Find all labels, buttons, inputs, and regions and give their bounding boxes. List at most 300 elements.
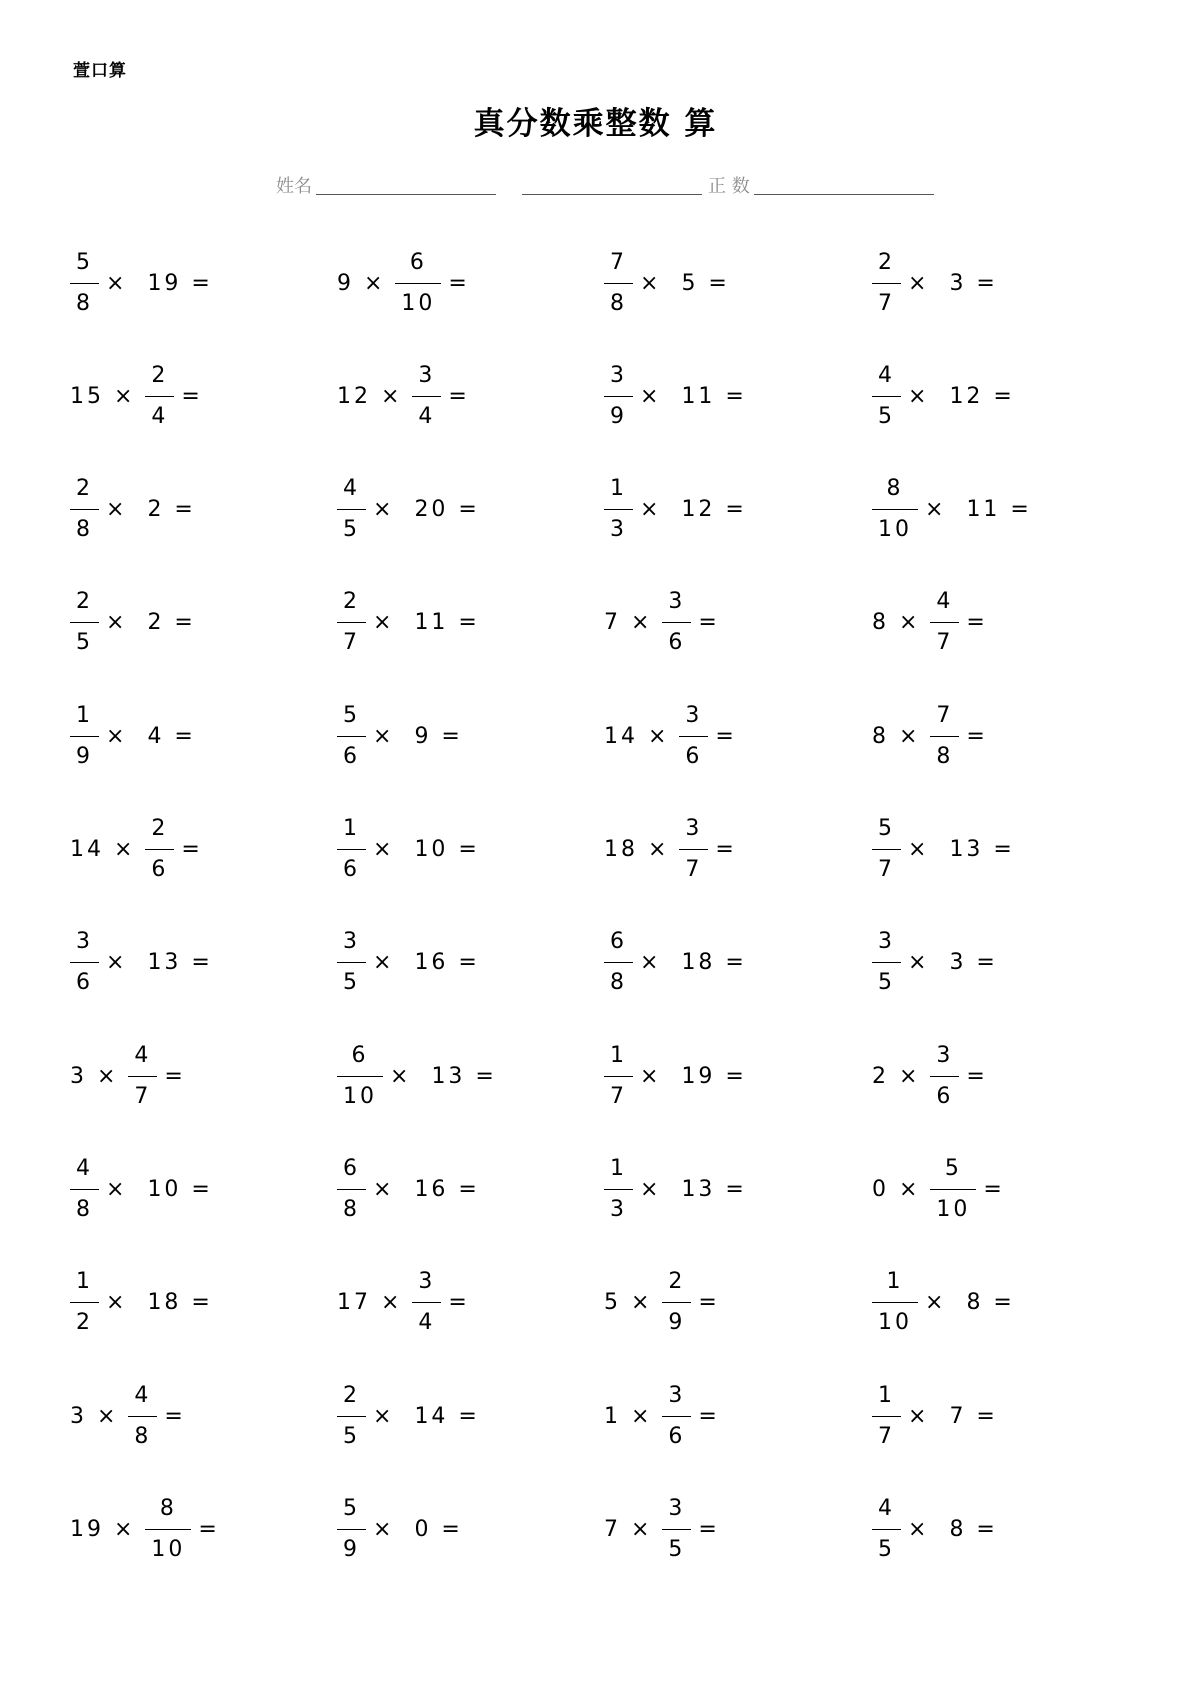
equals-sign: = [698,270,730,296]
fraction [930,588,959,657]
fraction-bar [872,1302,918,1303]
integer: 1 [604,1403,621,1429]
fraction [604,362,633,431]
fraction-bar [337,849,366,850]
denominator: 9 [76,743,93,769]
times-sign: × [106,723,138,749]
denominator: 8 [134,1423,152,1449]
fraction-bar [337,1529,366,1530]
fraction [412,1268,441,1337]
numerator: 2 [76,589,93,615]
denominator: 10 [878,1310,912,1336]
numerator: 1 [878,1382,895,1408]
denominator: 6 [668,630,686,656]
fraction [679,815,708,884]
fraction-bar [604,1076,633,1077]
space [939,384,949,409]
integer: 7 [604,1516,621,1542]
space [421,1064,431,1089]
numerator: 4 [878,1495,895,1521]
equals-sign: = [715,497,747,523]
problem-item[interactable] [70,1492,220,1566]
problem-item[interactable] [337,1379,480,1453]
integer: 7 [949,1403,967,1429]
problem-item[interactable] [337,1039,497,1113]
fraction-bar [662,1529,691,1530]
problem-item[interactable] [604,1039,747,1113]
problem-item[interactable] [337,473,480,547]
denominator: 6 [685,743,703,769]
problem-item[interactable] [872,1379,998,1453]
equals-sign: = [181,950,213,976]
numerator: 3 [936,1042,954,1068]
times-sign: × [889,723,931,749]
fraction-bar [70,962,99,963]
equals-sign: = [448,270,470,296]
space [939,950,949,975]
integer: 5 [604,1290,621,1316]
problem-item[interactable] [604,359,747,433]
integer: 3 [949,270,967,296]
problem-item[interactable] [604,473,747,547]
numerator: 6 [343,1155,360,1181]
integer: 5 [681,270,699,296]
space [956,1290,966,1315]
denominator: 4 [418,403,436,429]
fraction-bar [679,736,708,737]
equals-sign: = [181,383,203,409]
problem-item[interactable] [872,359,1015,433]
equals-sign: = [966,1063,988,1089]
equals-sign: = [698,610,720,636]
integer: 18 [681,950,716,976]
denominator: 6 [151,857,169,882]
fraction [872,928,901,997]
denominator: 7 [685,857,703,882]
fraction [930,1155,976,1224]
fraction [337,1155,366,1224]
problem-item[interactable] [604,926,747,1000]
fraction-bar [337,1189,366,1190]
denominator: 9 [610,403,627,429]
integer: 2 [872,1063,889,1089]
fraction [337,815,366,884]
denominator: 7 [343,630,360,656]
header-label: 萱口算 [73,61,127,81]
denominator: 8 [76,1196,93,1222]
numerator: 3 [685,816,703,841]
fraction [604,1042,633,1111]
equals-sign: = [715,950,747,976]
denominator: 10 [151,1536,186,1562]
fraction [872,815,901,884]
integer: 13 [681,1176,716,1202]
problem-item[interactable] [70,813,203,887]
denominator: 8 [76,517,93,543]
numerator: 2 [76,476,93,502]
numerator: 1 [610,476,627,502]
problem-item[interactable] [337,1492,463,1566]
fraction-bar [604,962,633,963]
integer: 10 [147,1176,182,1202]
fraction-bar [412,396,441,397]
denominator: 5 [343,970,360,996]
integer: 10 [414,837,449,862]
space [137,1290,147,1315]
denominator: 7 [610,1083,627,1109]
times-sign: × [106,1290,138,1316]
numerator: 1 [610,1155,627,1181]
times-sign: × [373,723,405,749]
problem-item[interactable] [872,1492,998,1566]
problem-item[interactable] [872,586,988,660]
fraction [70,588,99,657]
fraction [604,249,633,318]
space [404,1404,414,1429]
integer: 0 [872,1176,889,1202]
problem-item[interactable] [872,699,988,773]
fraction [70,702,99,771]
space [404,497,414,522]
equals-sign: = [698,1290,720,1316]
numerator: 1 [76,1269,93,1295]
integer: 8 [872,723,889,749]
fraction [679,702,708,771]
problem-item[interactable] [70,1039,186,1113]
integer: 9 [414,723,432,749]
equals-sign: = [198,1516,220,1542]
problem-item[interactable] [70,1266,213,1340]
problem-item[interactable] [604,699,737,773]
numerator: 5 [878,816,895,841]
name-label: 姓名 [276,176,312,197]
fraction [70,928,99,997]
denominator: 10 [401,290,436,316]
problem-item[interactable] [604,1379,720,1453]
problem-item[interactable] [604,1492,720,1566]
integer: 13 [949,837,984,862]
equals-sign: = [715,383,747,409]
integer: 11 [966,497,1001,523]
problem-item[interactable] [337,359,470,433]
problem-item[interactable] [872,926,998,1000]
times-sign: × [621,1516,663,1542]
fraction-bar [872,962,901,963]
equals-sign: = [448,950,480,976]
denominator: 9 [668,1310,686,1336]
numerator: 6 [409,249,427,275]
denominator: 5 [76,630,93,656]
fraction-bar [70,736,99,737]
fraction [395,249,441,318]
fraction [145,815,174,884]
denominator: 8 [610,290,627,316]
denominator: 7 [878,857,895,882]
fraction [604,475,633,544]
times-sign: × [87,1403,129,1429]
equals-sign: = [164,1403,186,1429]
fraction [128,1042,157,1111]
numerator: 4 [343,476,360,502]
times-sign: × [373,837,405,862]
times-sign: × [373,610,405,636]
times-sign: × [925,497,957,523]
space [939,837,949,862]
denominator: 6 [936,1083,954,1109]
equals-sign: = [448,1176,480,1202]
numerator: 8 [159,1495,177,1521]
fraction [872,1382,901,1451]
times-sign: × [908,1403,940,1429]
times-sign: × [908,270,940,296]
fraction [337,1042,383,1111]
fraction-bar [662,622,691,623]
denominator: 6 [668,1423,686,1449]
fraction [145,1495,191,1564]
problem-item[interactable] [337,813,480,887]
integer: 16 [414,950,449,976]
numerator: 2 [343,1382,360,1408]
numerator: 7 [610,249,627,275]
problem-item[interactable] [70,586,196,660]
problem-item[interactable] [70,246,213,320]
problem-item[interactable] [604,586,720,660]
equals-sign: = [448,1403,480,1429]
equals-sign: = [698,1403,720,1429]
fraction [337,1382,366,1451]
problem-item[interactable] [337,1152,480,1226]
integer: 3 [949,950,967,976]
fraction-bar [128,1416,157,1417]
numerator: 3 [418,1269,436,1295]
page-title: 真分数乘整数 算 [473,106,718,142]
problem-item[interactable] [337,586,480,660]
times-sign: × [638,723,680,749]
problem-item[interactable] [70,473,196,547]
equals-sign: = [465,1063,497,1089]
integer: 4 [147,723,165,749]
problem-item[interactable] [872,473,1032,547]
problem-item[interactable] [872,246,998,320]
problem-item[interactable] [70,1152,213,1226]
fraction [872,1268,918,1337]
equals-sign: = [1000,497,1032,523]
problem-item[interactable] [337,926,480,1000]
fraction [70,1155,99,1224]
equals-sign: = [448,610,480,636]
integer: 3 [70,1063,87,1089]
fraction-bar [930,622,959,623]
equals-sign: = [983,1290,1015,1316]
times-sign: × [621,1403,663,1429]
fraction-bar [872,283,901,284]
problem-item[interactable] [70,359,203,433]
integer: 13 [431,1063,466,1089]
denominator: 3 [610,517,627,543]
space [956,497,966,522]
space [939,1517,949,1542]
times-sign: × [889,1063,931,1089]
problem-item[interactable] [872,1266,1015,1340]
numerator: 3 [76,929,93,955]
integer: 8 [966,1290,984,1316]
problem-item[interactable] [872,1152,1005,1226]
numerator: 4 [936,589,954,615]
fraction-bar [872,1529,901,1530]
problem-item[interactable] [337,246,470,320]
equals-sign: = [983,837,1015,862]
integer: 2 [147,610,165,636]
denominator: 3 [610,1196,627,1222]
fraction-bar [662,1302,691,1303]
fraction-bar [395,283,441,284]
denominator: 5 [343,517,360,543]
numerator: 1 [343,816,360,841]
equals-sign: = [431,1516,463,1542]
equals-sign: = [715,723,737,749]
numerator: 4 [134,1042,152,1068]
numerator: 5 [343,1495,360,1521]
problem-item[interactable] [337,1266,470,1340]
equals-sign: = [448,1290,470,1316]
times-sign: × [621,610,663,636]
integer: 12 [949,383,984,409]
fraction [128,1382,157,1451]
integer: 2 [147,497,165,523]
space [137,724,147,749]
fraction [872,249,901,318]
times-sign: × [104,383,146,409]
equals-sign: = [698,1516,720,1542]
problem-item[interactable] [337,699,463,773]
integer: 15 [70,383,104,409]
equals-sign: = [431,723,463,749]
space [671,1177,681,1202]
fraction-bar [337,622,366,623]
integer: 7 [604,610,621,636]
equals-sign: = [164,497,196,523]
numerator: 5 [343,702,360,728]
problem-item[interactable] [70,926,213,1000]
denominator: 8 [76,290,93,316]
denominator: 4 [418,1310,436,1336]
score-label: 正 数 [708,176,750,197]
numerator: 5 [76,249,93,275]
fraction [604,1155,633,1224]
times-sign: × [106,497,138,523]
times-sign: × [373,1176,405,1202]
fraction-bar [145,849,174,850]
times-sign: × [390,1063,422,1089]
space [404,837,414,862]
space [671,271,681,296]
times-sign: × [640,950,672,976]
numerator: 2 [668,1269,686,1295]
numerator: 3 [610,362,627,388]
times-sign: × [373,950,405,976]
denominator: 10 [343,1083,377,1109]
fraction [930,702,959,771]
numerator: 2 [878,249,895,275]
space [671,384,681,409]
problem-item[interactable] [872,1039,988,1113]
fraction-bar [604,396,633,397]
fraction [337,928,366,997]
space [137,271,147,296]
integer: 18 [604,837,638,862]
space [404,724,414,749]
fraction-bar [872,509,918,510]
integer: 18 [147,1290,182,1316]
equals-sign: = [181,270,213,296]
fraction-bar [679,849,708,850]
numerator: 3 [343,929,360,955]
fraction-bar [337,509,366,510]
equals-sign: = [983,383,1015,409]
times-sign: × [640,383,672,409]
problem-item[interactable] [604,1266,720,1340]
fraction-bar [337,962,366,963]
integer: 17 [337,1290,371,1316]
fraction-bar [604,283,633,284]
fraction-bar [128,1076,157,1077]
problem-item[interactable] [70,699,196,773]
fraction-bar [70,283,99,284]
fraction [337,702,366,771]
integer: 19 [70,1516,104,1542]
integer: 11 [681,383,716,409]
numerator: 7 [936,702,954,728]
integer: 8 [872,610,889,636]
problem-item[interactable] [604,813,737,887]
times-sign: × [908,383,940,409]
denominator: 6 [343,857,360,882]
fraction-bar [872,1416,901,1417]
numerator: 3 [668,1495,686,1521]
times-sign: × [371,1290,413,1316]
numerator: 4 [878,362,895,388]
times-sign: × [908,1516,940,1542]
fraction [604,928,633,997]
space [671,497,681,522]
times-sign: × [373,1516,405,1542]
equals-sign: = [164,1063,186,1089]
times-sign: × [889,610,931,636]
fraction [145,362,174,431]
numerator: 1 [886,1269,904,1295]
times-sign: × [640,497,672,523]
space [939,271,949,296]
equals-sign: = [966,950,998,976]
times-sign: × [640,270,672,296]
fraction [337,475,366,544]
denominator: 5 [878,1536,895,1562]
integer: 9 [337,270,354,296]
problem-item[interactable] [872,813,1015,887]
equals-sign: = [715,837,737,862]
problem-item[interactable] [604,1152,747,1226]
times-sign: × [87,1063,129,1089]
problem-item[interactable] [70,1379,186,1453]
space [137,497,147,522]
denominator: 2 [76,1310,93,1336]
denominator: 6 [343,743,360,769]
denominator: 5 [343,1423,360,1449]
fraction-bar [337,1416,366,1417]
fraction-bar [930,1189,976,1190]
problem-item[interactable] [604,246,730,320]
integer: 14 [414,1403,449,1429]
